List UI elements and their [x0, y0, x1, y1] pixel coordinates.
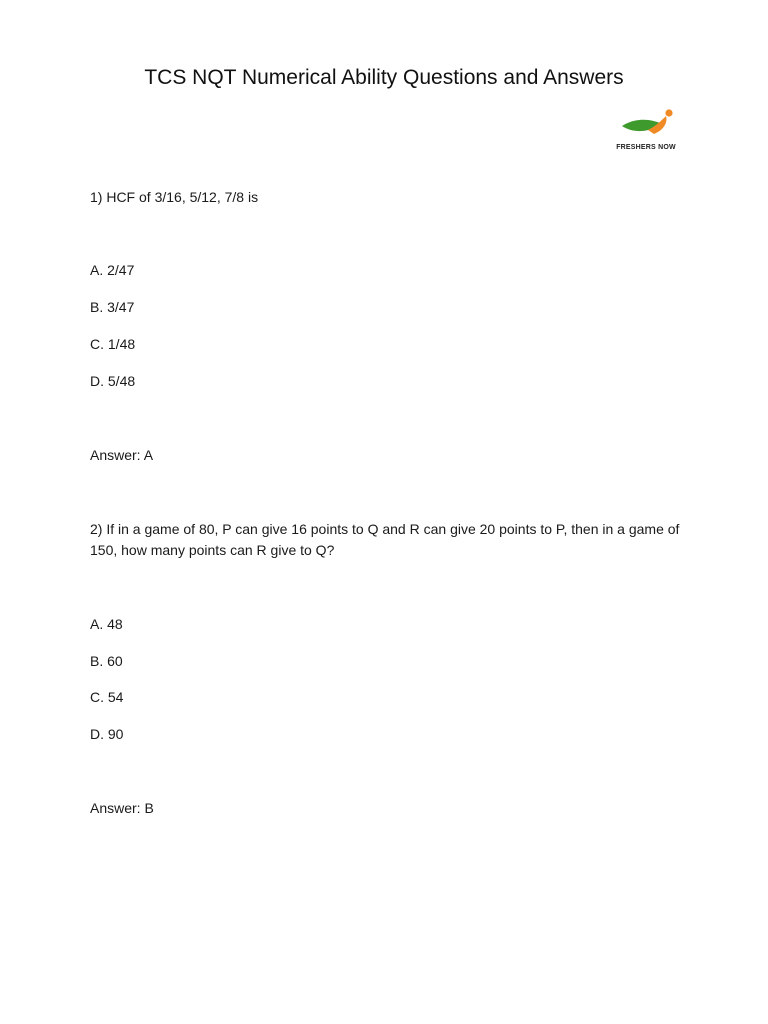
question-2-option-c: C. 54 [90, 689, 124, 705]
question-2-option-a: A. 48 [90, 616, 123, 632]
question-2-option-d: D. 90 [90, 726, 124, 742]
question-2-text: 2) If in a game of 80, P can give 16 points to Q and R can give 20 points to P, then in a game of 150, how many points can R give to Q? [90, 521, 680, 558]
logo-text: FRESHERS NOW [616, 144, 676, 151]
question-2-option-b: B. 60 [90, 653, 123, 669]
page-title: TCS NQT Numerical Ability Questions and Answers [144, 66, 624, 89]
question-1-option-d: D. 5/48 [90, 373, 136, 389]
freshers-now-logo [608, 108, 684, 158]
question-1-option-a: A. 2/47 [90, 262, 135, 278]
question-1-option-c: C. 1/48 [90, 336, 136, 352]
question-1-option-b: B. 3/47 [90, 299, 135, 315]
logo-mark-icon [620, 108, 676, 142]
question-1-text: 1) HCF of 3/16, 5/12, 7/8 is [90, 189, 259, 205]
question-1-answer: Answer: A [90, 447, 154, 463]
question-2-answer: Answer: B [90, 800, 154, 816]
